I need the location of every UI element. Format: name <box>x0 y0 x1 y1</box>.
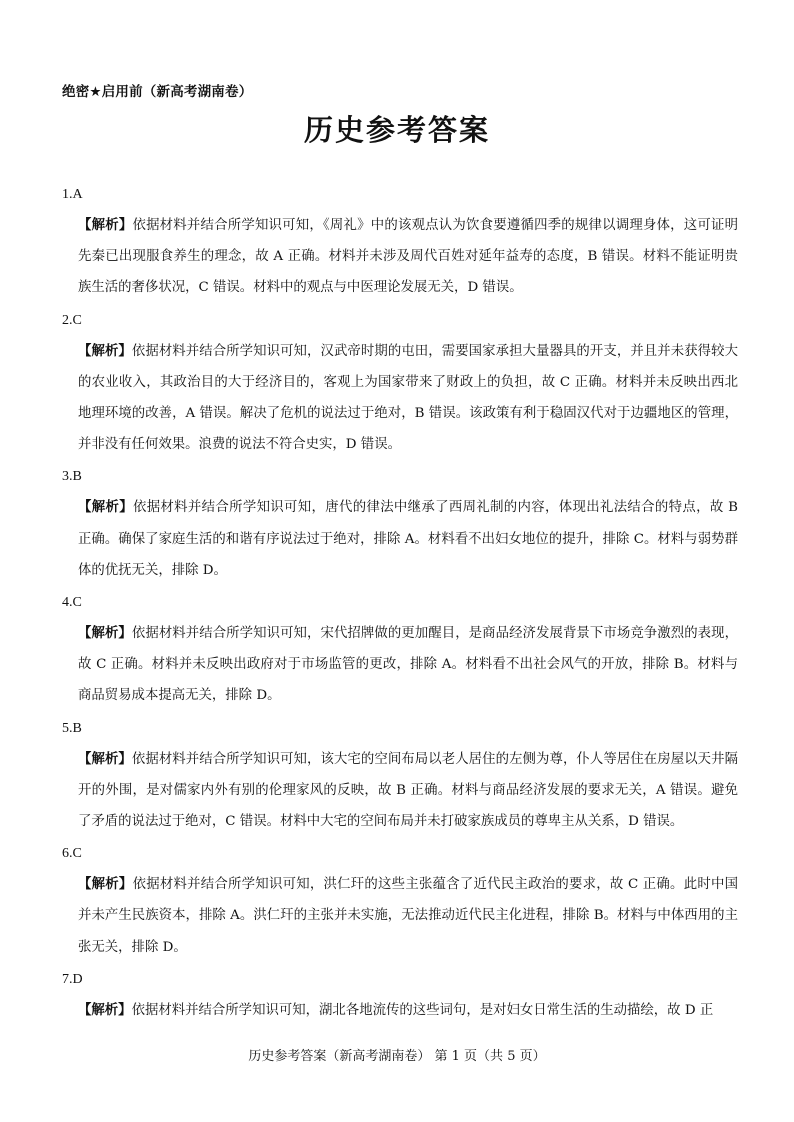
answer-analysis <box>78 618 738 712</box>
answer-item-4 <box>62 588 738 712</box>
analysis-text: 依据材料并结合所学知识可知，《周礼》中的该观点认为饮食要遵循四季的规律以调理身体，这可证明先秦已出现服食养生的理念，故 A 正确。材料并未涉及周代百姓对延年益寿的态度，B 错误。材料不能证明贵族生活的奢侈状况，C 错误。材料中的观点与中医理论发展无关，D 错误。 <box>78 218 739 296</box>
answer-analysis <box>78 869 738 963</box>
analysis-tag: 【解析】 <box>78 1001 132 1018</box>
answer-number: 4.C <box>62 595 82 611</box>
analysis-text: 依据材料并结合所学知识可知，汉武帝时期的屯田，需要国家承担大量器具的开支，并且并未获得较大的农业收入，其政治目的大于经济目的，客观上为国家带来了财政上的负担，故 C 正确。材料并未反映出西北地理环境的改善，A 错误。解决了危机的说法过于绝对，B 错误。该政策有利于稳固汉代对于边疆地区的管理，并非没有任何效果。浪费的说法不符合史实，D 错误。 <box>78 343 739 453</box>
analysis-text: 依据材料并结合所学知识可知，该大宅的空间布局以老人居住的左侧为尊，仆人等居住在房屋以天井隔开的外围，是对儒家内外有别的伦理家风的反映，故 B 正确。材料与商品经济发展的要求无关，A 错误。避免了矛盾的说法过于绝对，C 错误。材料中大宅的空间布局并未打破家族成员的尊卑主从关系，D 错误。 <box>78 751 739 830</box>
page-footer: 历史参考答案（新高考湖南卷） 第 1 页（共 5 页） <box>248 1049 546 1064</box>
answer-number: 3.B <box>62 469 82 485</box>
answer-analysis <box>78 744 738 838</box>
answer-analysis <box>78 492 738 586</box>
answer-number: 5.B <box>62 720 82 736</box>
analysis-tag: 【解析】 <box>78 342 132 359</box>
analysis-text: 依据材料并结合所学知识可知，唐代的律法中继承了西周礼制的内容，体现出礼法结合的特点，故 B 正确。确保了家庭生活的和谐有序说法过于绝对，排除 A。材料看不出妇女地位的提升，排除 C。材料与弱势群体的优抚无关，排除 D。 <box>78 500 739 578</box>
analysis-tag: 【解析】 <box>78 499 133 516</box>
answer-item-5 <box>62 714 738 838</box>
answer-analysis <box>78 336 738 461</box>
analysis-text: 依据材料并结合所学知识可知，宋代招牌做的更加醒目，是商品经济发展背景下市场竞争激烈的表现，故 C 正确。材料并未反映出政府对于市场监管的更改，排除 A。材料看不出社会风气的开放，排除 B。材料与商品贸易成本提高无关，排除 D。 <box>78 626 739 704</box>
answer-number: 2.C <box>62 312 82 328</box>
page-title: 历史参考答案 <box>303 113 490 147</box>
analysis-tag: 【解析】 <box>78 750 132 767</box>
answer-item-7 <box>62 965 738 1026</box>
answer-number: 1.A <box>62 187 83 202</box>
answer-item-2 <box>62 306 738 461</box>
analysis-text: 依据材料并结合所学知识可知，湖北各地流传的这些词句，是对妇女日常生活的生动描绘，故 D 正 <box>131 1002 714 1018</box>
analysis-tag: 【解析】 <box>78 217 133 233</box>
answer-item-6 <box>62 839 738 963</box>
answer-number: 6.C <box>62 846 82 862</box>
analysis-tag: 【解析】 <box>78 876 133 893</box>
answer-list <box>62 180 738 1028</box>
answer-number: 7.D <box>62 971 83 987</box>
answer-analysis <box>78 995 738 1026</box>
confidential-header: 绝密★启用前（新高考湖南卷） <box>62 84 253 100</box>
answer-item-3 <box>62 462 738 586</box>
answer-item-1 <box>62 180 738 304</box>
answer-analysis <box>78 210 738 304</box>
analysis-tag: 【解析】 <box>78 625 132 642</box>
analysis-text: 依据材料并结合所学知识可知，洪仁玕的这些主张蕴含了近代民主政治的要求，故 C 正确。此时中国并未产生民族资本，排除 A。洪仁玕的主张并未实施，无法推动近代民主化进程，排除 B。材料与中体西用的主张无关，排除 D。 <box>78 877 739 955</box>
